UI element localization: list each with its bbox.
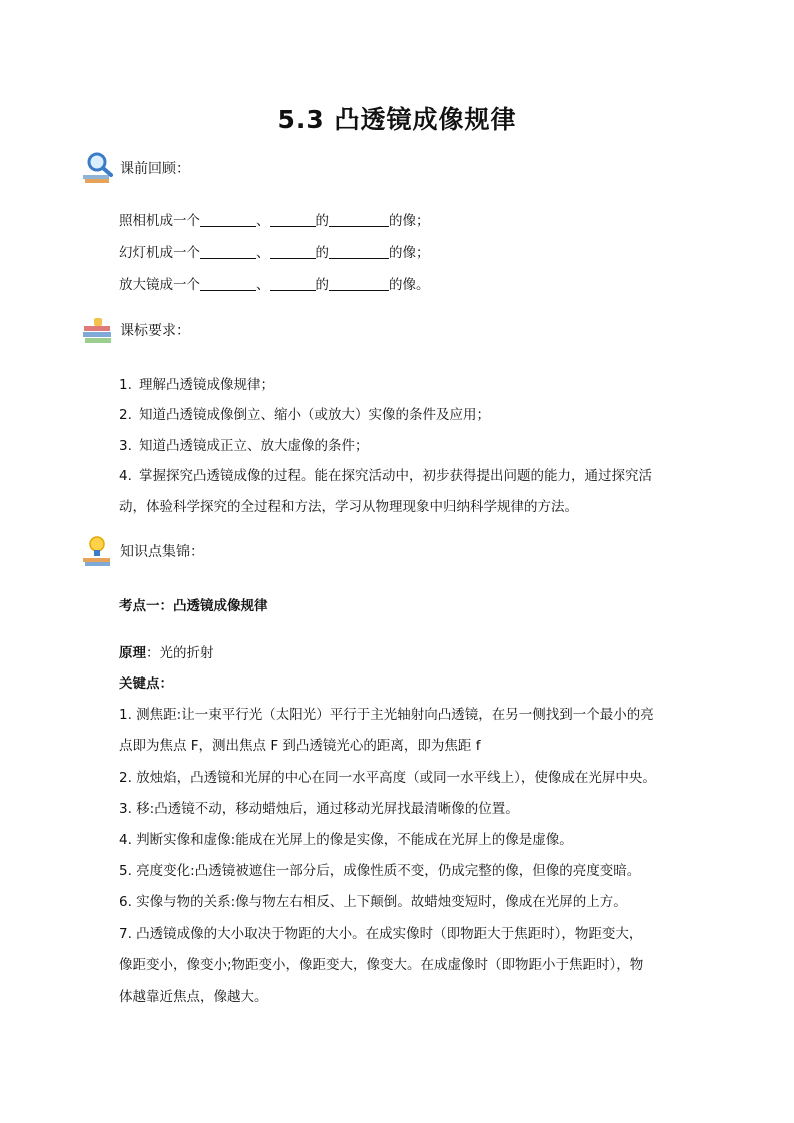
fill-blank[interactable] [270, 244, 316, 259]
standard-item-4-continued: 动，体验科学探究的全过程和方法，学习从物理现象中归纳科学规律的方法。 [119, 499, 578, 515]
review-line-3 [119, 273, 430, 293]
fill-blank[interactable] [200, 276, 256, 291]
key-point-2: 2. 放烛焰，凸透镜和光屏的中心在同一水平高度（或同一水平线上），使像成在光屏中央。 [119, 770, 656, 786]
review-line-2 [119, 241, 430, 261]
standard-item-4 [119, 464, 652, 484]
book-stack-icon [80, 312, 116, 348]
fill-blank[interactable] [270, 276, 316, 291]
fill-blank[interactable] [200, 212, 256, 227]
review-line-prefix: 放大镜成一个 [119, 277, 200, 293]
review-line-suffix: 的像。 [389, 277, 430, 293]
key-point-5: 5. 亮度变化:凸透镜被遮住一部分后，成像性质不变，仍成完整的像，但像的亮度变暗。 [119, 863, 641, 879]
separator: 、 [256, 245, 270, 261]
item-text: 知道凸透镜成像倒立、缩小（或放大）实像的条件及应用； [139, 407, 490, 423]
key-point-7: 7. 凸透镜成像的大小取决于物距的大小。在成实像时（即物距大于焦距时），物距变大， [119, 926, 643, 942]
key-point-1-continued: 点即为焦点 F，测出焦点 F 到凸透镜光心的距离，即为焦距 f [119, 738, 481, 754]
principle-line [119, 641, 214, 661]
connector-text: 的 [315, 277, 329, 293]
connector-text: 的 [315, 245, 329, 261]
key-point-4: 4. 判断实像和虚像:能成在光屏上的像是实像，不能成在光屏上的像是虚像。 [119, 832, 573, 848]
fill-blank[interactable] [329, 244, 389, 259]
key-points-label: 关键点： [119, 676, 173, 692]
magnifier-books-icon [80, 150, 116, 186]
key-point-3: 3. 移:凸透镜不动，移动蜡烛后，通过移动光屏找最清晰像的位置。 [119, 801, 519, 817]
knowledge-section-header [80, 533, 204, 569]
item-text: 掌握探究凸透镜成像的过程。能在探究活动中，初步获得提出问题的能力，通过探究活 [139, 468, 652, 484]
principle-label: 原理 [119, 645, 146, 661]
key-point-1: 1. 测焦距:让一束平行光（太阳光）平行于主光轴射向凸透镜，在另一侧找到一个最小的亮 [119, 707, 654, 723]
review-line-prefix: 照相机成一个 [119, 213, 200, 229]
standard-item-1 [119, 373, 274, 393]
review-heading: 课前回顾： [120, 161, 190, 177]
separator: 、 [256, 213, 270, 229]
knowledge-heading: 知识点集锦： [120, 544, 204, 560]
item-text: 知道凸透镜成正立、放大虚像的条件； [139, 438, 369, 454]
lightbulb-books-icon [80, 533, 116, 569]
review-line-1 [119, 209, 430, 229]
item-number: 4. [119, 468, 132, 484]
standards-heading: 课标要求： [120, 323, 190, 339]
item-text: 理解凸透镜成像规律； [139, 377, 274, 393]
principle-text: ：光的折射 [146, 645, 214, 661]
key-point-7-continued: 像距变小，像变小;物距变小，像距变大，像变大。在成虚像时（即物距小于焦距时），物 [119, 957, 644, 973]
key-point-7-continued-2: 体越靠近焦点，像越大。 [119, 989, 268, 1005]
standards-section-header [80, 312, 190, 348]
standard-item-3 [119, 434, 369, 454]
item-number: 2. [119, 407, 132, 423]
connector-text: 的 [315, 213, 329, 229]
review-section-header [80, 150, 190, 186]
review-line-prefix: 幻灯机成一个 [119, 245, 200, 261]
item-number: 1. [119, 377, 132, 393]
fill-blank[interactable] [270, 212, 316, 227]
topic-title: 考点一：凸透镜成像规律 [119, 598, 268, 614]
fill-blank[interactable] [200, 244, 256, 259]
item-number: 3. [119, 438, 132, 454]
separator: 、 [256, 277, 270, 293]
fill-blank[interactable] [329, 276, 389, 291]
key-point-6: 6. 实像与物的关系:像与物左右相反、上下颠倒。故蜡烛变短时，像成在光屏的上方。 [119, 894, 627, 910]
fill-blank[interactable] [329, 212, 389, 227]
review-line-suffix: 的像； [389, 213, 430, 229]
standard-item-2 [119, 403, 490, 423]
page-title: 5.3 凸透镜成像规律 [277, 105, 517, 134]
review-line-suffix: 的像； [389, 245, 430, 261]
